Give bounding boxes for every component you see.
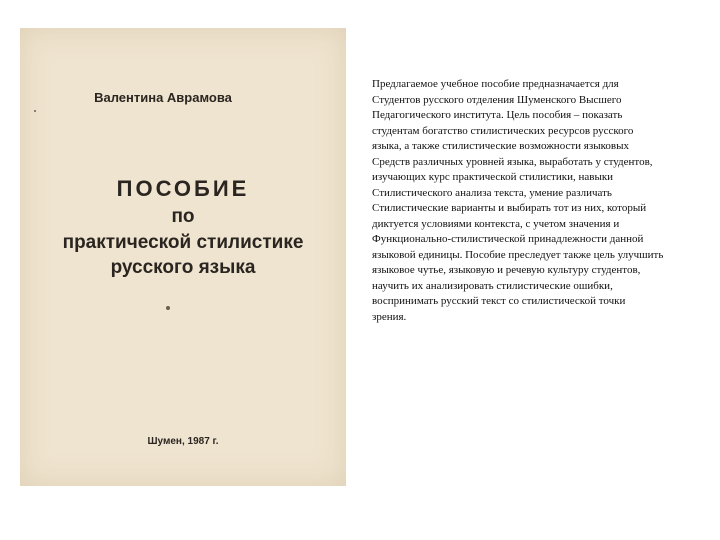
cover-spot — [166, 306, 170, 310]
text-line: Функционально-стилистической принадлежности данной — [372, 233, 644, 245]
text-line: Средств различных уровней языка, выработать у студентов, — [372, 155, 653, 168]
cover-author: Валентина Аврамова — [94, 90, 232, 105]
cover-footer: Шумен, 1987 г. — [147, 436, 219, 447]
text-line: языковое чутье, языковую и речевую культуру студентов, — [372, 264, 641, 276]
text-line: Предлагаемое учебное пособие предназначается для — [372, 78, 619, 90]
cover-spot — [34, 110, 36, 112]
cover-title: ПОСОБИЕ — [116, 176, 250, 201]
text-line: Педагогического института. Цель пособия – показать — [372, 109, 623, 121]
text-line: научить их анализировать стилистические ошибки, — [372, 279, 613, 292]
text-line: воспринимать русский текст со стилистической точки — [372, 295, 626, 307]
text-line: языковой единицы. Пособие преследует также цель улучшить — [372, 248, 664, 261]
text-line: языка, а также стилистические возможности языковых — [372, 140, 629, 152]
text-line: изучающих курс практической стилистики, навыки — [372, 171, 614, 183]
text-line: зрения. — [372, 310, 407, 323]
text-line: Стилистического анализа текста, умение различать — [372, 186, 612, 199]
text-line: Студентов русского отделения Шуменского Высшего — [372, 93, 622, 106]
text-line: диктуется условиями контекста, с учетом значения и — [372, 217, 620, 230]
text-line: Стилистические варианты и выбирать тот из них, который — [372, 202, 647, 214]
cover-subtitle-line: русского языка — [110, 257, 256, 278]
cover-subtitle-line: по — [171, 206, 195, 227]
description-text — [372, 77, 717, 325]
book-cover — [20, 28, 346, 486]
cover-subtitle-line: практической стилистике — [62, 232, 304, 253]
text-line: студентам богатство стилистических ресурсов русского — [372, 124, 634, 137]
